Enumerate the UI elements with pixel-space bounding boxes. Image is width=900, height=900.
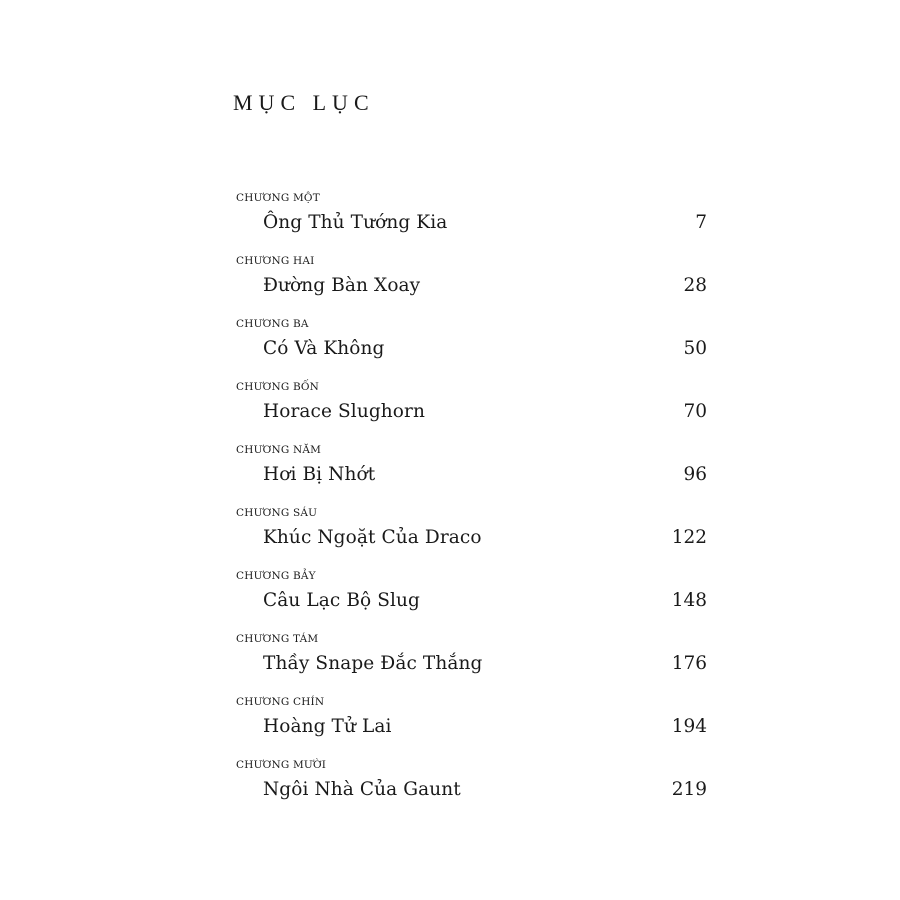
chapter-title: Có Và Không xyxy=(263,338,385,359)
chapter-label: CHƯƠNG HAI xyxy=(236,255,315,267)
toc-entry xyxy=(0,253,900,316)
chapter-label: CHƯƠNG NĂM xyxy=(236,444,322,456)
chapter-label: CHƯƠNG BẢY xyxy=(236,570,316,582)
chapter-label: CHƯƠNG MỘT xyxy=(236,192,320,204)
toc-entry xyxy=(0,316,900,379)
chapter-title: Hơi Bị Nhớt xyxy=(263,464,376,485)
chapter-page-number: 96 xyxy=(683,464,707,485)
chapter-label: CHƯƠNG TÁM xyxy=(236,633,319,645)
chapter-label: CHƯƠNG CHÍN xyxy=(236,696,325,708)
chapter-page-number: 70 xyxy=(683,401,707,422)
chapter-page-number: 7 xyxy=(695,212,707,233)
toc-entry xyxy=(0,568,900,631)
chapter-title: Ngôi Nhà Của Gaunt xyxy=(263,779,461,800)
chapter-title: Hoàng Tử Lai xyxy=(263,716,392,737)
chapter-page-number: 194 xyxy=(671,716,707,737)
toc-entry xyxy=(0,505,900,568)
chapter-page-number: 176 xyxy=(671,653,707,674)
chapter-title: Ông Thủ Tướng Kia xyxy=(263,212,448,233)
toc-title: MỤC LỤC xyxy=(233,90,375,115)
chapter-page-number: 50 xyxy=(683,338,707,359)
chapter-label: CHƯƠNG MƯỜI xyxy=(236,759,327,771)
toc-entry xyxy=(0,631,900,694)
chapter-title: Khúc Ngoặt Của Draco xyxy=(263,527,482,548)
toc-entry xyxy=(0,694,900,757)
chapter-page-number: 148 xyxy=(671,590,707,611)
toc-entry xyxy=(0,757,900,820)
chapter-title: Horace Slughorn xyxy=(263,401,425,422)
chapter-label: CHƯƠNG BỐN xyxy=(236,381,320,393)
chapter-page-number: 122 xyxy=(671,527,707,548)
toc-entry xyxy=(0,442,900,505)
chapter-page-number: 28 xyxy=(683,275,707,296)
chapter-label: CHƯƠNG BA xyxy=(236,318,309,330)
toc-entry xyxy=(0,379,900,442)
chapter-title: Câu Lạc Bộ Slug xyxy=(263,590,420,611)
chapter-title: Thầy Snape Đắc Thắng xyxy=(263,653,483,674)
toc-list xyxy=(0,190,900,820)
chapter-title: Đường Bàn Xoay xyxy=(263,275,421,296)
chapter-label: CHƯƠNG SÁU xyxy=(236,507,318,519)
chapter-page-number: 219 xyxy=(671,779,707,800)
toc-entry xyxy=(0,190,900,253)
